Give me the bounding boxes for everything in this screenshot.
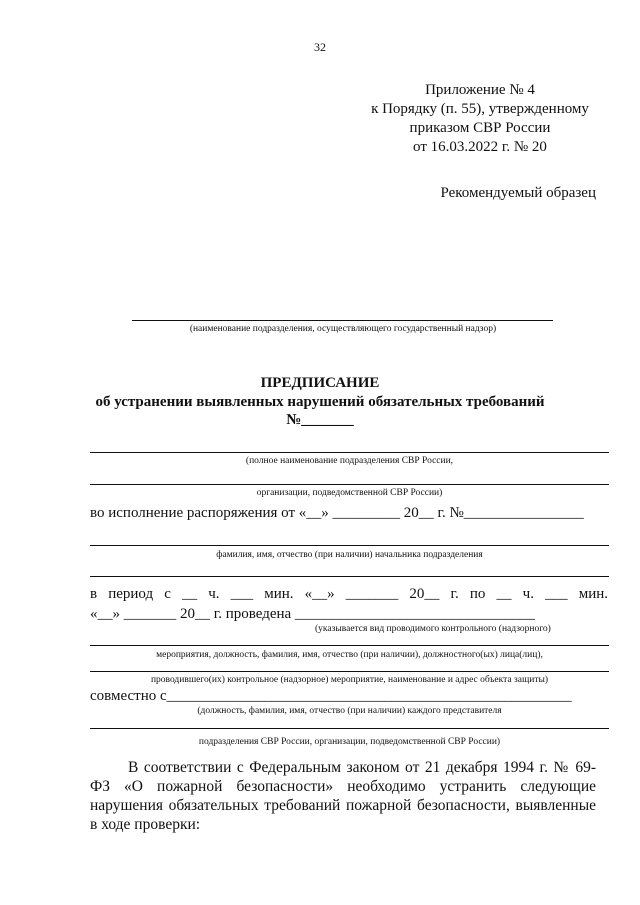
period-word: по bbox=[469, 586, 486, 602]
representative-line bbox=[90, 728, 609, 729]
representative-org-caption: подразделения СВР России, организации, подведомственной СВР России) bbox=[198, 737, 501, 747]
document-number: №_______ bbox=[286, 412, 354, 428]
head-name-line-2 bbox=[90, 576, 609, 577]
period-word: г. bbox=[450, 586, 459, 602]
conducted-caption: проводившего(их) контрольное (надзорное) мероприятие, наименование и адрес объекта защиты) bbox=[150, 675, 549, 685]
unit-caption: (наименование подразделения, осуществляющего государственный надзор) bbox=[189, 324, 497, 334]
period-word: __ bbox=[496, 586, 512, 602]
unit-name-line bbox=[132, 320, 553, 321]
period-line bbox=[90, 586, 608, 603]
full-name-caption: (полное наименование подразделения СВР России, bbox=[245, 456, 454, 466]
control-type-caption: (указывается вид проводимого контрольного (надзорного) bbox=[315, 624, 551, 634]
period-word: 20__ bbox=[409, 586, 440, 602]
appendix-line-4: от 16.03.2022 г. № 20 bbox=[413, 139, 547, 155]
head-name-caption: фамилия, имя, отчество (при наличии) начальника подразделения bbox=[216, 550, 483, 560]
event-persons-caption: мероприятия, должность, фамилия, имя, отчество (при наличии), должностного(ых) лица(лиц), bbox=[156, 650, 543, 660]
org-caption: организации, подведомственной СВР России) bbox=[256, 488, 443, 498]
conducted-by-line bbox=[90, 671, 609, 672]
recommended-sample-label: Рекомендуемый образец bbox=[440, 185, 596, 201]
period-word: ___ bbox=[545, 586, 568, 602]
appendix-line-2: к Порядку (п. 55), утвержденному bbox=[371, 101, 589, 117]
event-line bbox=[90, 645, 609, 646]
period-word: мин. bbox=[264, 586, 294, 602]
document-title: ПРЕДПИСАНИЕ bbox=[260, 375, 380, 391]
full-name-line bbox=[90, 452, 609, 453]
document-subtitle: об устранении выявленных нарушений обязательных требований bbox=[95, 394, 545, 410]
period-word: ___ bbox=[230, 586, 254, 602]
period-word: в bbox=[90, 586, 98, 602]
order-line: во исполнение распоряжения от «__» _________ 20__ г. №________________ bbox=[90, 505, 584, 521]
representative-caption: (должность, фамилия, имя, отчество (при наличии) каждого представителя bbox=[197, 706, 502, 716]
page-number: 32 bbox=[314, 40, 326, 54]
period-word: «__» bbox=[304, 586, 335, 602]
jointly-line: совместно с______________________________________________________ bbox=[90, 688, 572, 704]
period-word: __ bbox=[182, 586, 198, 602]
org-line bbox=[90, 484, 609, 485]
period-word: ч. bbox=[208, 586, 220, 602]
conducted-line: «__» _______ 20__ г. проведена ________________________________ bbox=[90, 606, 535, 622]
head-name-line bbox=[90, 545, 609, 546]
period-word: период bbox=[108, 586, 154, 602]
period-word: с bbox=[164, 586, 171, 602]
period-word: ч. bbox=[522, 586, 534, 602]
period-word: мин. bbox=[578, 586, 608, 602]
paragraph-text: В соответствии с Федеральным законом от 21 декабря 1994 г. № 69-ФЗ «О пожарной безопасности» необходимо устранить следующие нарушения обязательных требований пожарной безопасности, выявленные в ходе проверки: bbox=[90, 759, 596, 833]
appendix-line-1: Приложение № 4 bbox=[425, 82, 535, 98]
appendix-line-3: приказом СВР России bbox=[409, 120, 551, 136]
main-paragraph bbox=[90, 758, 596, 834]
period-word: _______ bbox=[345, 586, 399, 602]
appendix-header bbox=[360, 81, 600, 157]
